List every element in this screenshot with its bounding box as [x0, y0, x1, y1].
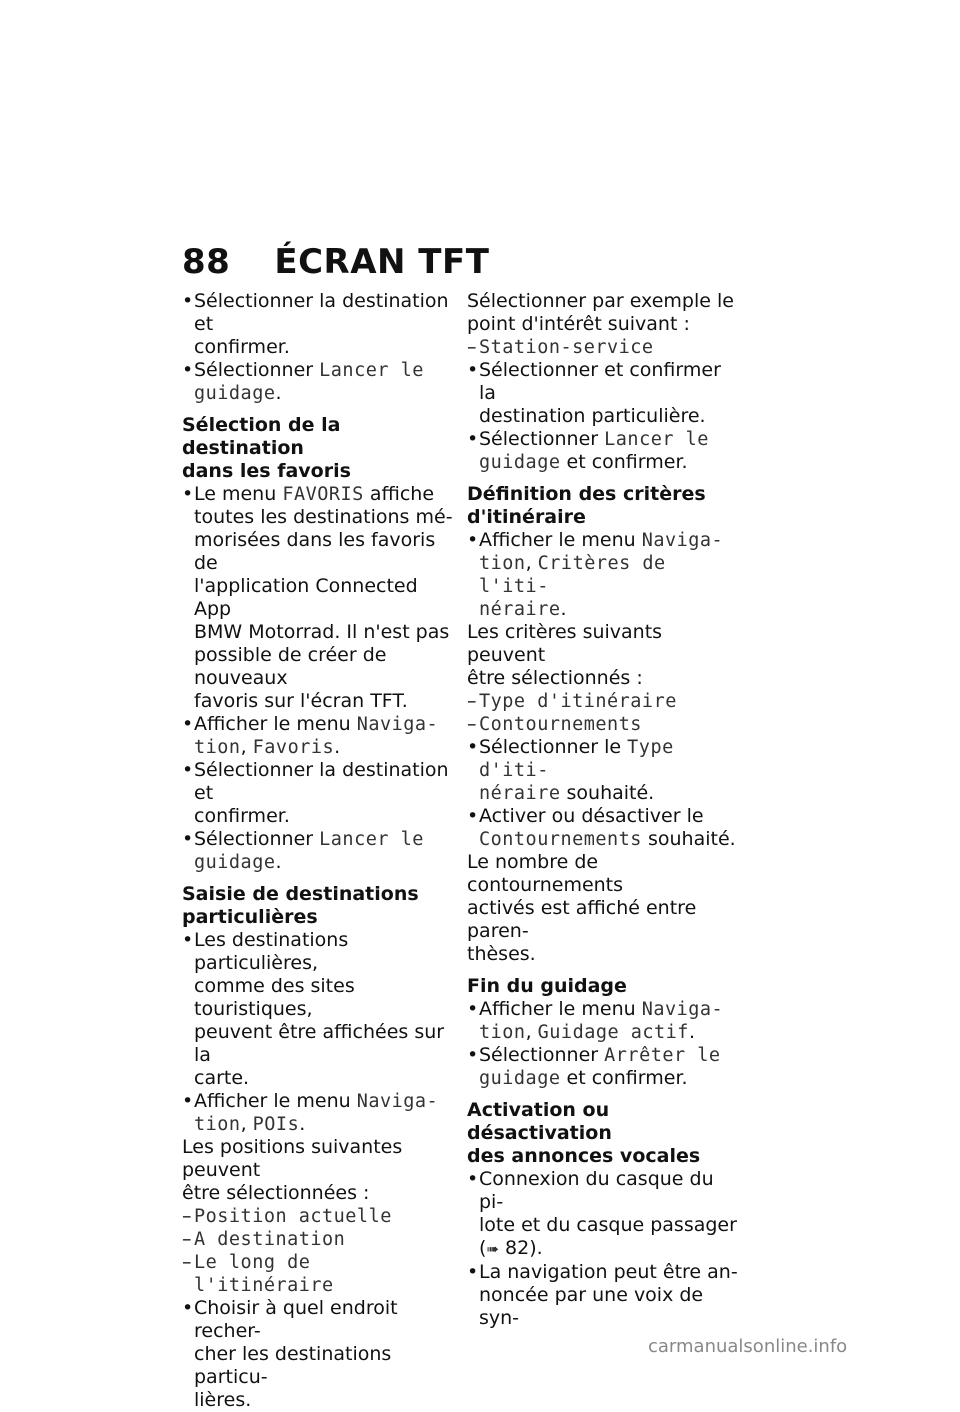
- list-item: • La navigation peut être an- noncée par une voix de syn-: [467, 1261, 739, 1330]
- dash-item: – Station-service: [467, 336, 739, 359]
- watermark: carmanualsonline.info: [648, 1336, 848, 1357]
- paragraph: Sélectionner par exemple le point d'intérêt suivant :: [467, 290, 734, 335]
- dash-item: – Type d'itinéraire: [467, 690, 739, 713]
- section-heading: Sélection de la destination dans les favoris: [182, 414, 351, 482]
- list-item: • Sélectionner Arrêter le guidage et confirmer.: [467, 1044, 739, 1090]
- paragraph: Le nombre de contournements activés est affiché entre paren- thèses.: [467, 851, 697, 965]
- list-item: • Afficher le menu Naviga- tion, Guidage actif.: [467, 998, 739, 1044]
- page-title: ÉCRAN TFT: [274, 242, 490, 282]
- code-text: guidage: [194, 852, 276, 873]
- dash-item: – Position actuelle: [182, 1205, 454, 1228]
- dash-item: – A destination: [182, 1228, 454, 1251]
- section-heading: Saisie de destinations particulières: [182, 883, 419, 928]
- page-number: 88: [182, 242, 231, 282]
- code-text: Arrêter le: [604, 1045, 721, 1066]
- list-item: • Sélectionner la destination et confirmer.: [182, 759, 454, 828]
- section-heading: Activation ou désactivation des annonces vocales: [467, 1099, 701, 1167]
- list-item: • Choisir à quel endroit recher- cher les destinations particu- lières.: [182, 1297, 454, 1412]
- list-item: • Les destinations particulières, comme des sites touristiques, peuvent être affichées sur la carte.: [182, 929, 454, 1090]
- page-header: [182, 242, 489, 282]
- arrow-icon: ➠: [486, 1240, 499, 1258]
- list-item: • Activer ou désactiver le Contournements souhaité.: [467, 805, 739, 851]
- code-text: Lancer le: [319, 829, 424, 850]
- code-text: Guidage actif: [537, 1022, 689, 1043]
- code-text: guidage: [479, 1068, 561, 1089]
- code-text: tion: [194, 737, 241, 758]
- list-item: • Afficher le menu Naviga- tion, POIs.: [182, 1090, 454, 1136]
- code-text: Contournements: [479, 829, 642, 850]
- code-text: tion: [479, 553, 526, 574]
- list-item: • Afficher le menu Naviga- tion, Favoris.: [182, 713, 454, 759]
- code-text: tion: [479, 1022, 526, 1043]
- code-text: Naviga-: [641, 530, 724, 551]
- code-text: Naviga-: [356, 1091, 439, 1112]
- code-text: Naviga-: [356, 714, 439, 735]
- code-text: Type d'iti-: [479, 737, 674, 781]
- code-text: néraire: [479, 599, 561, 620]
- list-item: • Sélectionner Lancer le guidage.: [182, 359, 454, 405]
- code-text: Naviga-: [641, 999, 724, 1020]
- code-text: Favoris: [252, 737, 335, 758]
- list-item: • Sélectionner la destination et confirmer.: [182, 290, 454, 359]
- paragraph: Les critères suivants peuvent être sélectionnés :: [467, 621, 663, 689]
- section-heading: Définition des critères d'itinéraire: [467, 483, 706, 528]
- code-text: guidage: [194, 383, 276, 404]
- dash-item: – Le long de l'itinéraire: [182, 1251, 454, 1297]
- list-item: • Sélectionner et confirmer la destination particulière.: [467, 359, 739, 428]
- code-text: guidage: [479, 452, 561, 473]
- left-column: [182, 290, 454, 1412]
- code-text: Lancer le: [604, 429, 709, 450]
- section-heading: Fin du guidage: [467, 975, 627, 997]
- code-text: néraire: [479, 783, 561, 804]
- code-text: Lancer le: [319, 360, 424, 381]
- dash-item: – Contournements: [467, 713, 739, 736]
- page-reference: 82).: [505, 1237, 543, 1259]
- code-text: FAVORIS: [282, 484, 364, 505]
- paragraph: Les positions suivantes peuvent être sélectionnées :: [182, 1136, 403, 1204]
- list-item: • Sélectionner le Type d'iti- néraire souhaité.: [467, 736, 739, 805]
- list-item: • Le menu FAVORIS affiche toutes les destinations mé- morisées dans les favoris de l'application Connected App BMW Motorrad. Il n'est pas possible de créer de nouveaux favoris sur l'écran TFT.: [182, 483, 454, 713]
- code-text: POIs: [252, 1114, 300, 1135]
- right-column: [467, 290, 739, 1330]
- list-item: • Sélectionner Lancer le guidage.: [182, 828, 454, 874]
- list-item: • Connexion du casque du pi- lote et du casque passager (➠ 82).: [467, 1168, 739, 1261]
- list-item: • Afficher le menu Naviga- tion, Critères de l'iti- néraire.: [467, 529, 739, 621]
- code-text: tion: [194, 1114, 241, 1135]
- code-text: Critères de l'iti-: [479, 553, 666, 597]
- list-item: • Sélectionner Lancer le guidage et confirmer.: [467, 428, 739, 474]
